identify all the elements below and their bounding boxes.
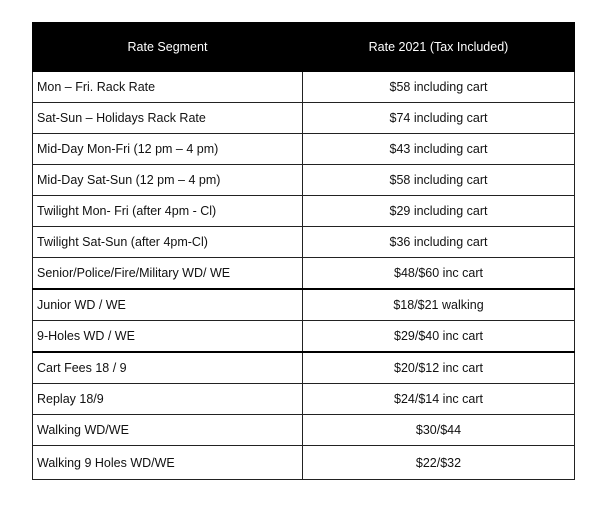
rate-value-cell: $58 including cart [303,165,575,196]
rate-value-cell: $22/$32 [303,446,575,480]
table-row [33,196,575,227]
rate-segment-cell: Mid-Day Mon-Fri (12 pm – 4 pm) [33,134,303,165]
table-row [33,165,575,196]
table-row [33,227,575,258]
table-row [33,134,575,165]
table-row [33,446,575,480]
rate-segment-cell: Walking WD/WE [33,415,303,446]
rate-segment-cell: Twilight Mon- Fri (after 4pm - Cl) [33,196,303,227]
rate-value-cell: $48/$60 inc cart [303,258,575,290]
rate-segment-cell: Replay 18/9 [33,384,303,415]
rate-value-cell: $20/$12 inc cart [303,352,575,384]
rate-value-cell: $29/$40 inc cart [303,321,575,353]
rate-value-cell: $24/$14 inc cart [303,384,575,415]
table-row [33,72,575,103]
table-row [33,384,575,415]
header-rate-segment: Rate Segment [33,23,303,72]
rate-value-cell: $36 including cart [303,227,575,258]
rate-segment-cell: Walking 9 Holes WD/WE [33,446,303,480]
rate-segment-cell: Mid-Day Sat-Sun (12 pm – 4 pm) [33,165,303,196]
rate-segment-cell: Senior/Police/Fire/Military WD/ WE [33,258,303,290]
table-header-row [33,23,575,72]
table-row [33,103,575,134]
rate-segment-cell: Cart Fees 18 / 9 [33,352,303,384]
rates-table [32,22,575,480]
rate-value-cell: $29 including cart [303,196,575,227]
rate-segment-cell: Twilight Sat-Sun (after 4pm-Cl) [33,227,303,258]
rate-segment-cell: Junior WD / WE [33,289,303,321]
rate-segment-cell: 9-Holes WD / WE [33,321,303,353]
rate-segment-cell: Mon – Fri. Rack Rate [33,72,303,103]
rate-value-cell: $43 including cart [303,134,575,165]
table-row [33,352,575,384]
table-row [33,289,575,321]
rate-value-cell: $74 including cart [303,103,575,134]
rate-value-cell: $18/$21 walking [303,289,575,321]
rate-value-cell: $30/$44 [303,415,575,446]
rate-segment-cell: Sat-Sun – Holidays Rack Rate [33,103,303,134]
table-row [33,321,575,353]
table-row [33,258,575,290]
header-rate-2021: Rate 2021 (Tax Included) [303,23,575,72]
table-row [33,415,575,446]
rate-value-cell: $58 including cart [303,72,575,103]
